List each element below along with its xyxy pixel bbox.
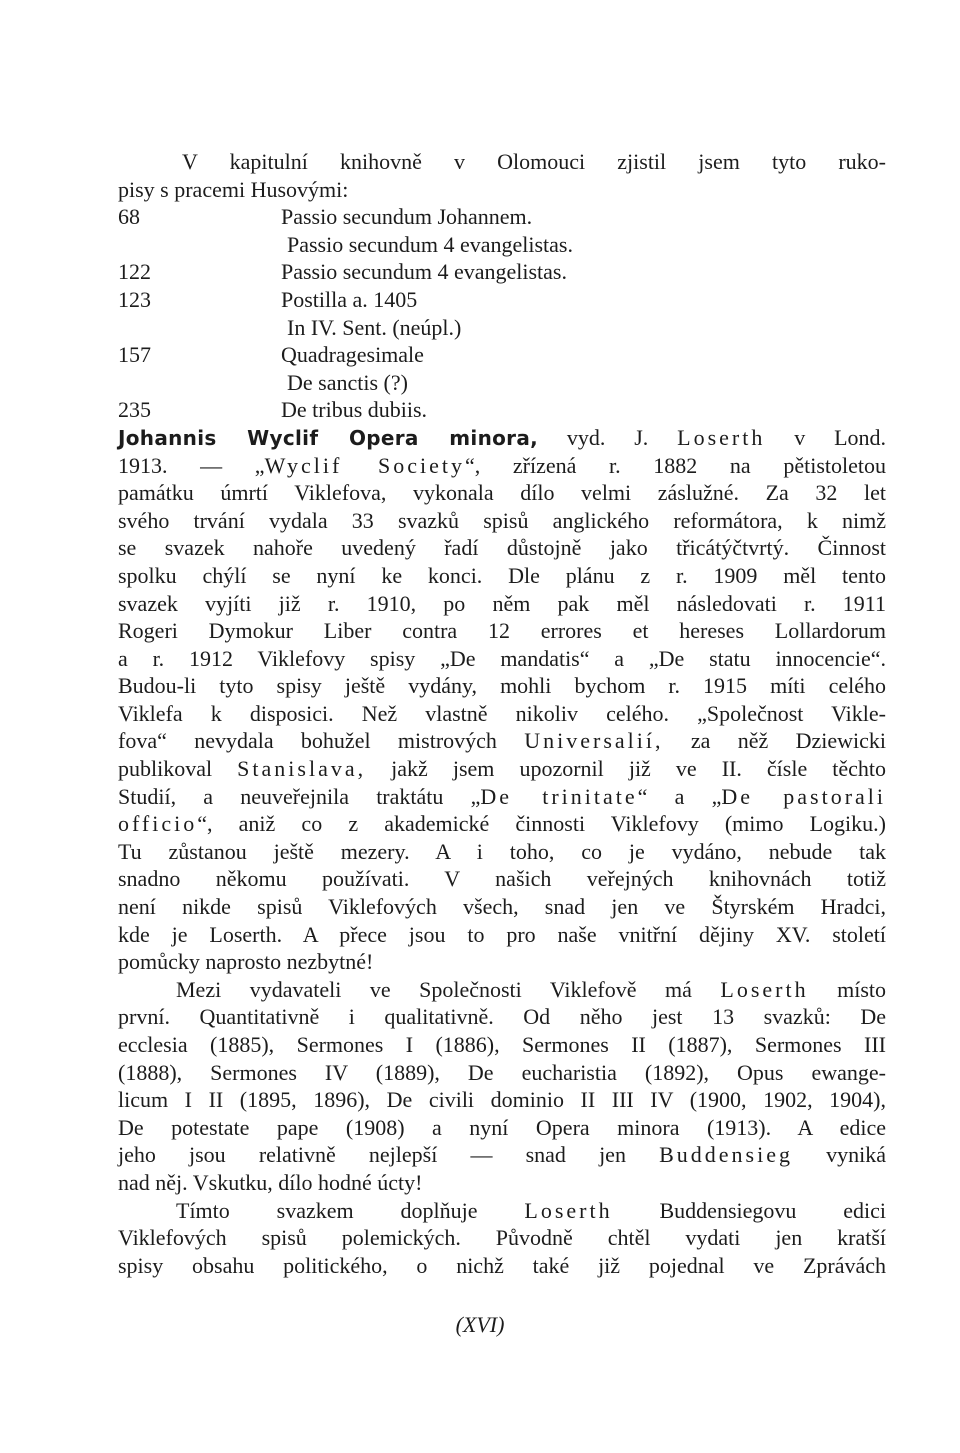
text-line: snadno někomu používati. V našich veřejných knihovnách totiž bbox=[118, 866, 886, 892]
text-line: není nikde spisů Viklefových všech, snad jen ve Štyrském Hradci, bbox=[118, 894, 886, 920]
text-line bbox=[118, 1141, 886, 1169]
manuscript-item bbox=[118, 369, 886, 397]
edition-title: Johannis Wyclif Opera minora, bbox=[118, 425, 539, 450]
text-fragment: místo bbox=[837, 976, 886, 1002]
manuscript-title: De sanctis (?) bbox=[287, 369, 408, 395]
spaced-name: Stanislava, bbox=[237, 756, 367, 782]
text-fragment: Tímto svazkem doplňuje bbox=[176, 1197, 478, 1223]
manuscript-item bbox=[118, 258, 886, 286]
manuscript-list bbox=[118, 203, 886, 424]
manuscript-item bbox=[118, 314, 886, 342]
text-fragment: “ a „ bbox=[637, 783, 722, 809]
text-fragment: fova“ nevydala bohužel mistrových bbox=[118, 728, 497, 754]
text-line bbox=[118, 976, 886, 1004]
text-fragment: vyd. J. bbox=[566, 424, 649, 450]
spaced-name: officio bbox=[118, 811, 198, 837]
text-line: památku úmrtí Viklefova, vykonala dílo velmi záslužné. Za 32 let bbox=[118, 480, 886, 506]
text-line: licum I II (1895, 1896), De civili dominio II III IV (1900, 1902, 1904), bbox=[118, 1087, 886, 1113]
spaced-name: De trinitate bbox=[480, 783, 638, 809]
text-line: spisy obsahu politického, o nichž také již pojednal ve Zprávách bbox=[118, 1252, 886, 1278]
text-line bbox=[118, 1197, 886, 1225]
text-fragment: za něž Dziewicki bbox=[690, 728, 886, 754]
spaced-name: Loserth bbox=[720, 976, 809, 1002]
manuscript-title: Postilla a. 1405 bbox=[281, 286, 418, 312]
text-line bbox=[118, 783, 886, 811]
text-fragment: “, zřízená r. 1882 na pětistoletou bbox=[464, 452, 887, 478]
text-line bbox=[118, 755, 886, 783]
page-number: (XVI) bbox=[455, 1312, 505, 1337]
manuscript-number: 68 bbox=[118, 204, 140, 230]
text-line: Rogeri Dymokur Liber contra 12 errores et hereses Lollardorum bbox=[118, 618, 886, 644]
text-fragment: Mezi vydavateli ve Společnosti Viklefově má bbox=[176, 976, 692, 1002]
manuscript-title: In IV. Sent. (neúpl.) bbox=[287, 314, 462, 340]
text-line: Viklefových spisů polemických. Původně chtěl vydati jen kratší bbox=[118, 1225, 886, 1251]
text-fragment: v Lond. bbox=[794, 424, 887, 450]
text-line bbox=[118, 452, 886, 480]
manuscript-title: Passio secundum Johannem. bbox=[281, 204, 533, 230]
manuscript-title: De tribus dubiis. bbox=[281, 397, 428, 423]
intro-line: V kapitulní knihovně v Olomouci zjistil jsem tyto ruko- bbox=[182, 149, 886, 174]
manuscript-item bbox=[118, 396, 886, 424]
text-line: De potestate pape (1908) a nyní Opera minora (1913). A edice bbox=[118, 1114, 886, 1140]
manuscript-number: 235 bbox=[118, 397, 151, 423]
manuscript-number: 123 bbox=[118, 286, 151, 312]
spaced-name: Universalií, bbox=[524, 728, 664, 754]
text-line: Tu zůstanou ještě mezery. A i toho, co je vydáno, nebude tak bbox=[118, 838, 886, 864]
text-line: Viklefa k disposici. Než vlastně nikoliv celého. „Společnost Vikle- bbox=[118, 700, 886, 726]
text-line bbox=[118, 727, 886, 755]
text-fragment: jeho jsou relativně nejlepší — snad jen bbox=[118, 1142, 626, 1168]
spaced-name: Loserth bbox=[524, 1197, 613, 1223]
manuscript-title: Passio secundum 4 evangelistas. bbox=[281, 259, 567, 285]
text-line: kde je Loserth. A přece jsou to pro naše vnitřní dějiny XV. století bbox=[118, 921, 886, 947]
spaced-name: Wyclif Society bbox=[264, 452, 465, 478]
text-line: pomůcky naprosto nezbytné! bbox=[118, 949, 374, 975]
page-text bbox=[118, 148, 886, 1279]
intro-line: pisy s pracemi Husovými: bbox=[118, 176, 349, 202]
text-line: (1888), Sermones IV (1889), De eucharistia (1892), Opus ewange- bbox=[118, 1059, 886, 1085]
text-line: svého trvání vydala 33 svazků spisů anglického reformátora, k nimž bbox=[118, 507, 886, 533]
text-fragment: 1913. — „ bbox=[118, 452, 265, 478]
text-line: a r. 1912 Viklefovy spisy „De mandatis“ a „De statu innocencie“. bbox=[118, 645, 886, 671]
text-fragment: Buddensiegovu edici bbox=[659, 1197, 887, 1223]
manuscript-item bbox=[118, 286, 886, 314]
manuscript-number: 157 bbox=[118, 342, 151, 368]
text-line: Budou-li tyto spisy ještě vydány, mohli bychom r. 1915 míti celého bbox=[118, 673, 886, 699]
manuscript-item bbox=[118, 203, 886, 231]
text-fragment: “, aniž co z akademické činnosti Viklefovy (mimo Logiku.) bbox=[197, 811, 886, 837]
text-fragment: Studií, a neuveřejnila traktátu „ bbox=[118, 783, 481, 809]
spaced-name: De pastorali bbox=[721, 783, 887, 809]
manuscript-item bbox=[118, 231, 886, 259]
text-line: nad něj. Vskutku, dílo hodné úcty! bbox=[118, 1169, 423, 1195]
text-fragment: jakž jsem upozornil již ve II. čísle těchto bbox=[391, 756, 887, 782]
spaced-name: Buddensieg bbox=[659, 1142, 793, 1168]
text-line bbox=[118, 424, 886, 452]
manuscript-item bbox=[118, 341, 886, 369]
text-line bbox=[118, 810, 886, 838]
manuscript-title: Passio secundum 4 evangelistas. bbox=[287, 231, 573, 257]
text-fragment: publikoval bbox=[118, 756, 213, 782]
text-fragment: vyniká bbox=[826, 1142, 887, 1168]
text-line: se svazek nahoře uvedený řadí důstojně jako třicátýčtvrtý. Činnost bbox=[118, 535, 886, 561]
text-line: svazek vyjíti již r. 1910, po něm pak měl následovati r. 1911 bbox=[118, 590, 886, 616]
text-line: první. Quantitativně i qualitativně. Od něho jest 13 svazků: De bbox=[118, 1004, 886, 1030]
manuscript-title: Quadragesimale bbox=[281, 342, 424, 368]
manuscript-number: 122 bbox=[118, 259, 151, 285]
spaced-name: Loserth bbox=[677, 424, 766, 450]
text-line: spolku chýlí se nyní ke konci. Dle plánu z r. 1909 měl tento bbox=[118, 562, 886, 588]
text-line: ecclesia (1885), Sermones I (1886), Sermones II (1887), Sermones III bbox=[118, 1032, 886, 1057]
